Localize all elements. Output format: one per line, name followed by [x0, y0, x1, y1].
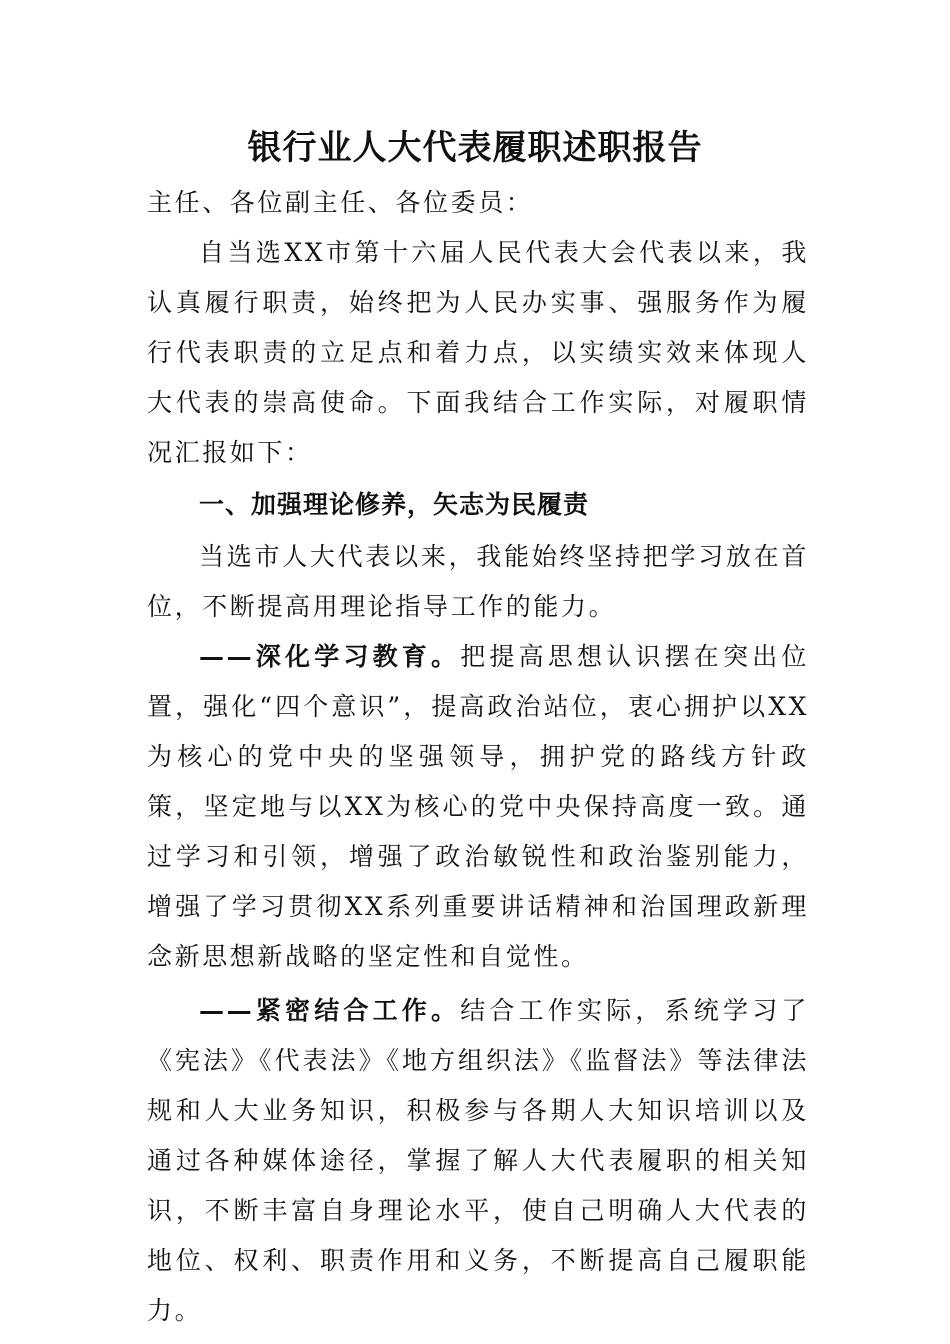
salutation: 主任、各位副主任、各位委员：	[147, 188, 534, 217]
section-intro-paragraph: 当选市人大代表以来，我能始终坚持把学习放在首位，不断提高用理论指导工作的能力。	[147, 542, 809, 621]
paragraph-work	[147, 986, 809, 1336]
intro-paragraph: 自当选XX市第十六届人民代表大会代表以来，我认真履行职责，始终把为人民办实事、强服务作为履行代表职责的立足点和着力点，以实绩实效来体现人大代表的崇高使命。下面我结合工作实际，对履职情况汇报如下：	[147, 238, 809, 467]
paragraph-work-lead: ——紧密结合工作。	[199, 996, 461, 1025]
paragraph-study	[147, 632, 809, 982]
paragraph-work-text: 结合工作实际，系统学习了《宪法》《代表法》《地方组织法》《监督法》等法律法规和人大业务知识，积极参与各期人大知识培训以及通过各种媒体途径，掌握了解人大代表履职的相关知识，不断丰富自身理论水平，使自己明确人大代表的地位、权利、职责作用和义务，不断提高自己履职能力。	[147, 996, 809, 1325]
section-heading: 一、加强理论修养，矢志为民履责	[199, 490, 590, 519]
paragraph-study-text: 把提高思想认识摆在突出位置，强化“四个意识”，提高政治站位，衷心拥护以XX为核心的党中央的坚强领导，拥护党的路线方针政策，坚定地与以XX为核心的党中央保持高度一致。通过学习和引领，增强了政治敏锐性和政治鉴别能力，增强了学习贯彻XX系列重要讲话精神和治国理政新理念新思想新战略的坚定性和自觉性。	[147, 642, 809, 971]
document-body	[147, 178, 809, 1336]
document-title: 银行业人大代表履职述职报告	[247, 128, 703, 168]
paragraph-study-lead: ——深化学习教育。	[199, 642, 461, 671]
